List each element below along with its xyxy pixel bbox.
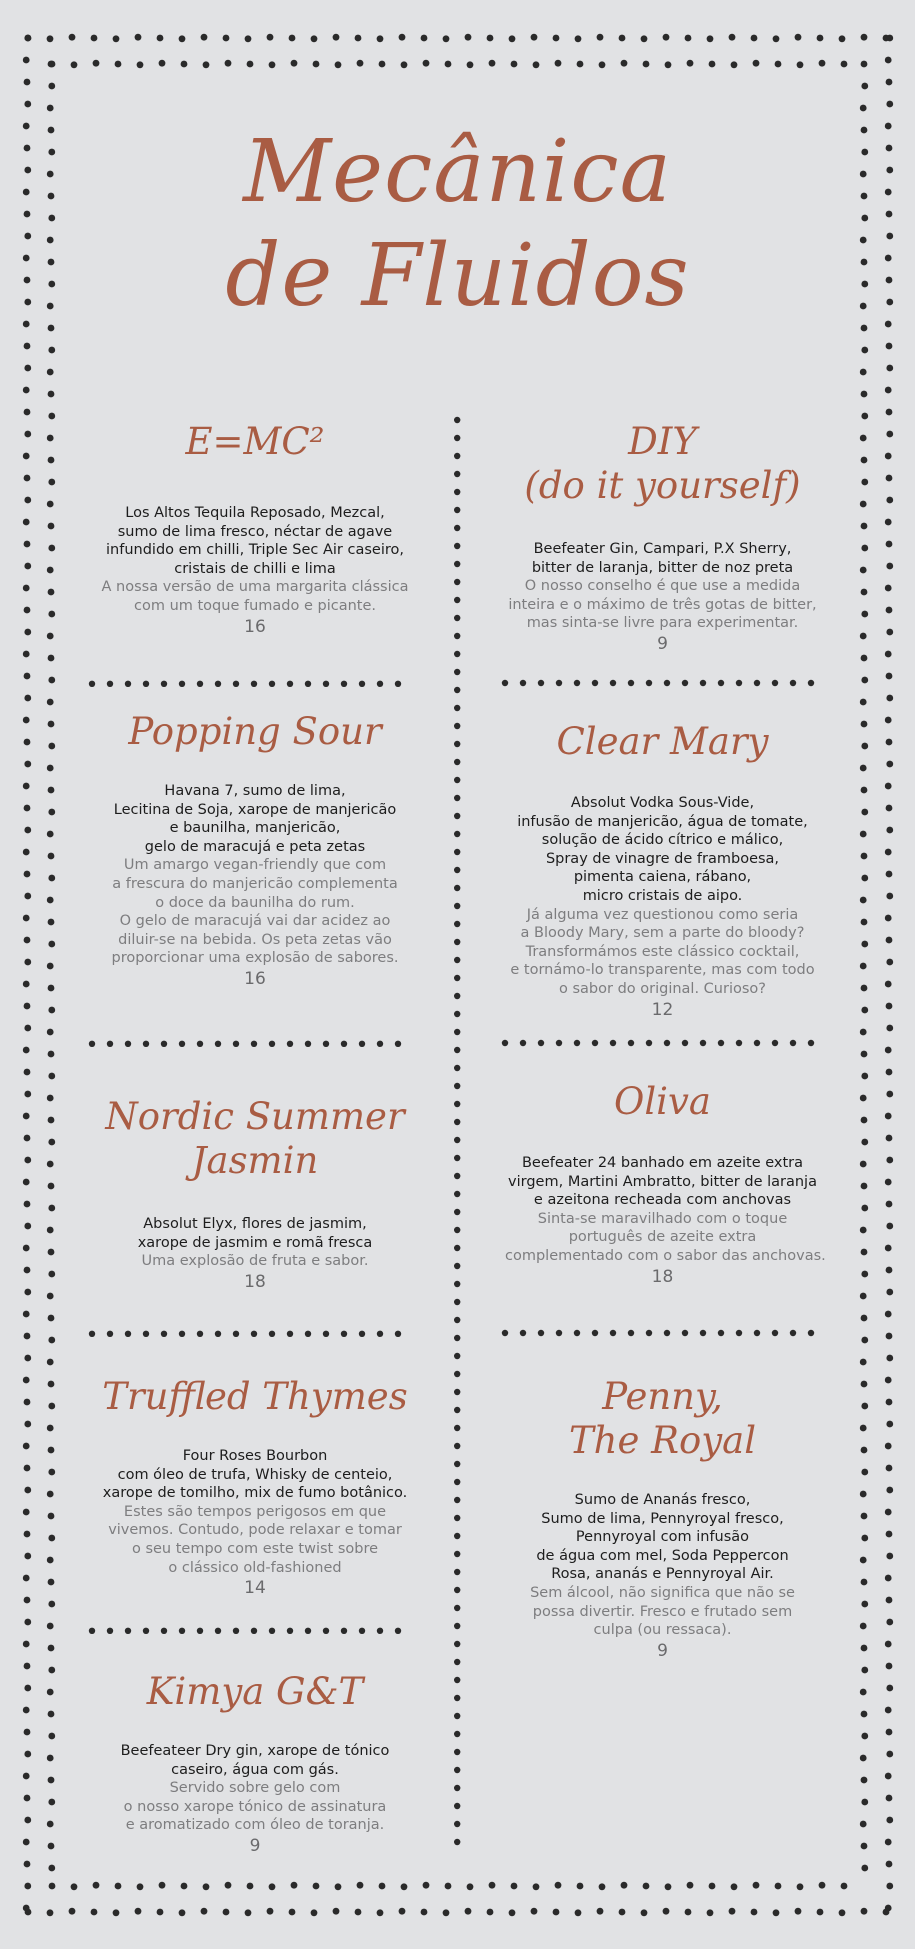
ingredients-line: Absolut Elyx, flores de jasmim,	[143, 1216, 367, 1232]
ingredients-line: com óleo de trufa, Whisky de centeio,	[117, 1466, 393, 1483]
ingredients-line: e azeitona recheada com anchovas	[533, 1192, 792, 1209]
ingredients-line: Los Altos Tequila Reposado, Mezcal,	[125, 505, 385, 521]
cocktail-name-line: Kimya G&T	[146, 1670, 364, 1713]
cocktail-description	[505, 1584, 820, 1640]
cocktail-description	[90, 578, 420, 615]
cocktail-item	[90, 1095, 420, 1293]
cocktail-item	[505, 420, 820, 655]
cocktail-ingredients	[90, 1215, 420, 1252]
ingredients-line: micro cristais de aipo.	[582, 887, 743, 904]
cocktail-name-line: Nordic Summer	[105, 1095, 405, 1138]
cocktail-item	[90, 420, 420, 638]
ingredients-line: gelo de maracujá e peta zetas	[144, 838, 366, 855]
description-line: O gelo de maracujá vai dar acidez ao	[119, 913, 391, 930]
description-line: A nossa versão de uma margarita clássica	[101, 579, 409, 596]
ingredients-line: Lecitina de Soja, xarope de manjericão	[113, 801, 397, 818]
menu-title	[0, 120, 915, 328]
description-line: a frescura do manjericão complementa	[112, 875, 398, 892]
ingredients-line: xarope de tomilho, mix de fumo botânico.	[102, 1485, 408, 1502]
ingredients-line: xarope de jasmim e romã fresca	[137, 1234, 373, 1251]
ingredients-line: pimenta caiena, rábano,	[573, 869, 752, 886]
cocktail-ingredients	[505, 1154, 820, 1210]
cocktail-item	[505, 1080, 826, 1288]
cocktail-name-line: Truffled Thymes	[102, 1375, 408, 1418]
description-line: o doce da baunilha do rum.	[155, 894, 355, 911]
description-line: inteira e o máximo de três gotas de bitter,	[508, 596, 817, 613]
ingredients-line: Absolut Vodka Sous-Vide,	[570, 795, 755, 811]
ingredients-line: solução de ácido cítrico e málico,	[541, 832, 784, 849]
cocktail-name-line: Jasmin	[191, 1139, 319, 1182]
description-line: vivemos. Contudo, pode relaxar e tomar	[108, 1522, 402, 1539]
ingredients-line: Beefeateer Dry gin, xarope de tónico	[120, 1743, 390, 1759]
description-line: com um toque fumado e picante.	[134, 597, 376, 614]
cocktail-item	[90, 1670, 420, 1857]
cocktail-name	[90, 1670, 420, 1714]
cocktail-name-line: DIY	[628, 420, 697, 463]
cocktail-name-line: Oliva	[614, 1080, 711, 1123]
cocktail-ingredients	[90, 1447, 420, 1503]
cocktail-ingredients	[505, 540, 820, 577]
ingredients-line: infusão de manjericão, água de tomate,	[517, 813, 808, 830]
description-line: e tornámo-lo transparente, mas com todo	[510, 962, 815, 979]
ingredients-line: bitter de laranja, bitter de noz preta	[531, 559, 794, 576]
description-line: Já alguma vez questionou como seria	[526, 906, 799, 923]
cocktail-name	[505, 420, 820, 508]
description-line: Sem álcool, não significa que não se	[530, 1584, 795, 1601]
description-line: Sinta-se maravilhado com o toque	[537, 1210, 788, 1227]
description-line: e aromatizado com óleo de toranja.	[125, 1817, 385, 1834]
cocktail-name-line: The Royal	[568, 1419, 757, 1462]
description-line: Uma explosão de fruta e sabor.	[141, 1253, 369, 1270]
cocktail-name-line: Penny,	[602, 1375, 723, 1418]
cocktail-description	[90, 856, 420, 968]
cocktail-price: 9	[657, 633, 668, 654]
cocktail-price: 16	[244, 968, 266, 989]
description-line: O nosso conselho é que use a medida	[524, 578, 801, 595]
cocktail-name	[90, 1375, 420, 1419]
ingredients-line: sumo de lima fresco, néctar de agave	[117, 523, 393, 540]
ingredients-line: cristais de chilli e lima	[174, 560, 336, 577]
cocktail-ingredients	[90, 504, 420, 578]
ingredients-line: Beefeater Gin, Campari, P.X Sherry,	[533, 541, 792, 557]
ingredients-line: de água com mel, Soda Peppercon	[536, 1547, 789, 1564]
description-line: a Bloody Mary, sem a parte do bloody?	[520, 925, 805, 942]
cocktail-description	[505, 1210, 826, 1266]
cocktail-name	[90, 420, 420, 464]
cocktail-description	[90, 1779, 420, 1835]
ingredients-line: Sumo de Ananás fresco,	[574, 1492, 751, 1508]
description-line: complementado com o sabor das anchovas.	[505, 1247, 826, 1264]
ingredients-line: Sumo de lima, Pennyroyal fresco,	[541, 1510, 784, 1527]
cocktail-description	[90, 1252, 420, 1271]
cocktail-item	[90, 710, 420, 990]
cocktail-ingredients	[90, 782, 420, 856]
description-line: Transformámos este clássico cocktail,	[525, 943, 800, 960]
cocktail-description	[90, 1503, 420, 1577]
cocktail-price: 9	[249, 1835, 261, 1856]
ingredients-line: Rosa, ananás e Pennyroyal Air.	[551, 1566, 774, 1583]
cocktail-name	[505, 720, 820, 764]
ingredients-line: virgem, Martini Ambratto, bitter de laranja	[508, 1173, 817, 1190]
cocktail-price: 16	[244, 616, 266, 637]
cocktail-item	[90, 1375, 420, 1599]
cocktail-name	[505, 1080, 820, 1124]
cocktail-ingredients	[90, 1742, 420, 1779]
description-line: proporcionar uma explosão de sabores.	[111, 950, 399, 967]
cocktail-ingredients	[505, 1491, 820, 1584]
cocktail-description	[505, 577, 820, 633]
cocktail-name	[90, 1095, 420, 1183]
cocktail-item	[505, 1375, 820, 1662]
ingredients-line: Pennyroyal com infusão	[575, 1529, 750, 1546]
cocktail-price: 14	[244, 1578, 266, 1599]
cocktail-description	[505, 906, 820, 999]
description-line: Servido sobre gelo com	[169, 1780, 341, 1797]
cocktail-item	[505, 720, 820, 1021]
ingredients-line: e baunilha, manjericão,	[169, 820, 341, 837]
description-line: mas sinta-se livre para experimentar.	[526, 615, 799, 632]
description-line: culpa (ou ressaca).	[593, 1622, 732, 1639]
ingredients-line: Beefeater 24 banhado em azeite extra	[521, 1155, 804, 1171]
cocktail-name-line: E=MC²	[185, 420, 325, 463]
menu-title-line-2: de Fluidos	[225, 226, 690, 326]
menu-title-line-1: Mecânica	[243, 122, 672, 222]
description-line: o nosso xarope tónico de assinatura	[123, 1798, 387, 1815]
cocktail-name-line: Clear Mary	[556, 720, 769, 763]
description-line: diluir-se na bebida. Os peta zetas vão	[118, 931, 392, 948]
description-line: Um amargo vegan-friendly que com	[123, 857, 387, 874]
ingredients-line: Spray de vinagre de framboesa,	[545, 850, 780, 867]
ingredients-line: caseiro, água com gás.	[171, 1761, 339, 1778]
description-line: possa divertir. Fresco e frutado sem	[532, 1603, 793, 1620]
description-line: Estes são tempos perigosos em que	[123, 1503, 387, 1520]
description-line: o seu tempo com este twist sobre	[131, 1540, 379, 1557]
description-line: português de azeite extra	[568, 1229, 757, 1246]
cocktail-name-line: Popping Sour	[128, 710, 382, 753]
description-line: o sabor do original. Curioso?	[559, 980, 766, 997]
cocktail-name	[505, 1375, 820, 1463]
cocktail-name-line: (do it yourself)	[524, 464, 801, 507]
ingredients-line: Havana 7, sumo de lima,	[164, 783, 346, 799]
cocktail-ingredients	[505, 794, 820, 906]
cocktail-price: 18	[651, 1266, 674, 1287]
description-line: o clássico old-fashioned	[168, 1559, 342, 1576]
ingredients-line: infundido em chilli, Triple Sec Air caseiro,	[106, 542, 404, 559]
ingredients-line: Four Roses Bourbon	[182, 1448, 328, 1464]
cocktail-price: 12	[651, 999, 674, 1020]
cocktail-name	[90, 710, 420, 754]
cocktail-price: 18	[244, 1271, 266, 1292]
cocktail-price: 9	[657, 1640, 668, 1661]
